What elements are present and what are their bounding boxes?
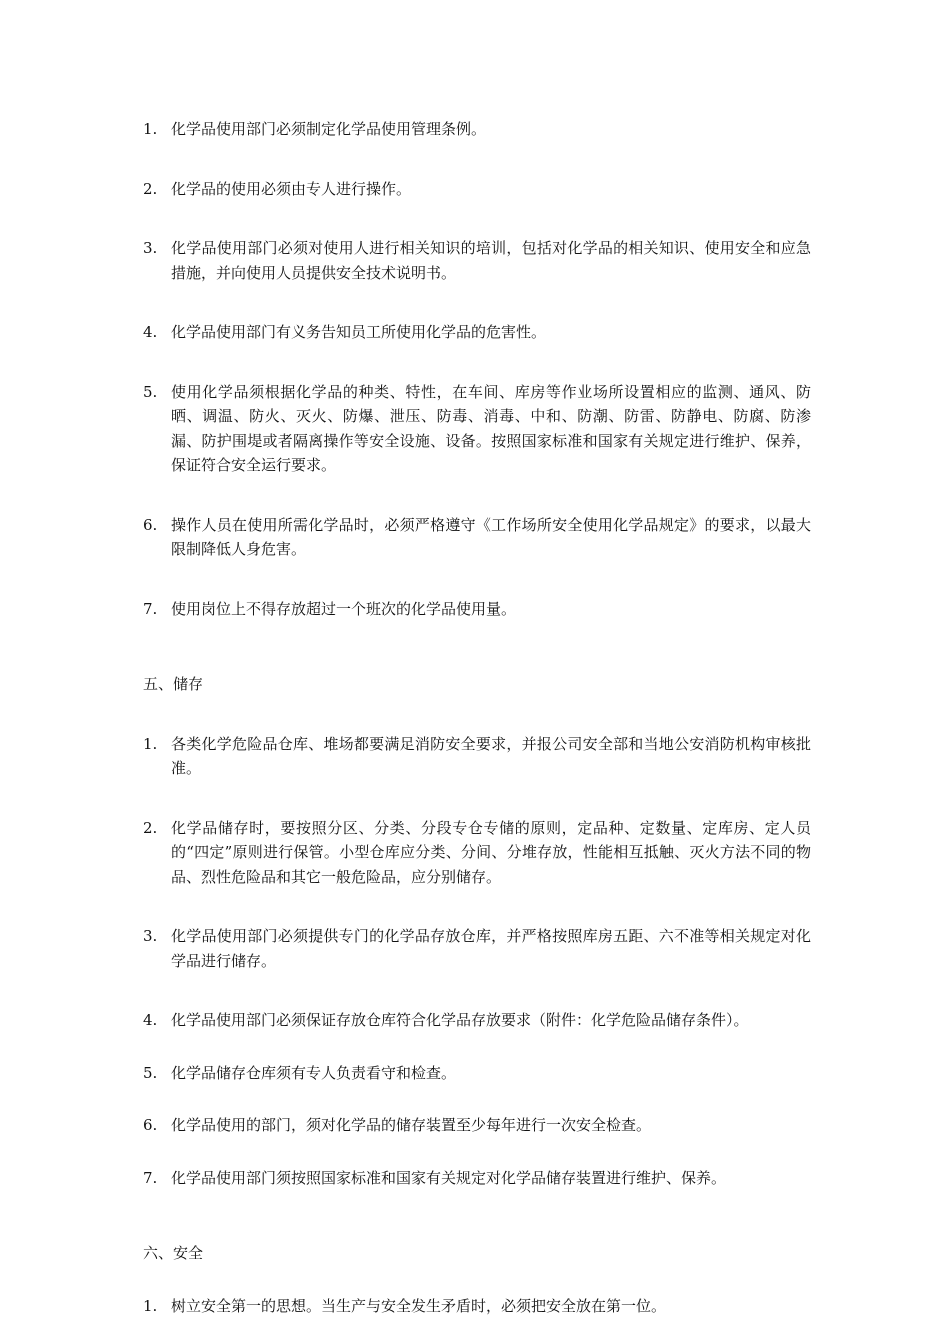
section-heading-safety: 六、安全 [143, 1244, 204, 1262]
item-number: 3. [143, 239, 158, 257]
item-text: 各类化学危险品仓库、堆场都要满足消防安全要求，并报公司安全部和当地公安消防机构审核批准。 [171, 734, 811, 777]
item-number: 4. [143, 1011, 158, 1029]
item-number: 5. [143, 382, 158, 401]
use-item-6 [143, 513, 811, 562]
use-item-2 [143, 177, 811, 202]
storage-item-6 [143, 1113, 811, 1138]
item-number: 7. [143, 1168, 158, 1187]
item-text: 化学品使用部门有义务告知员工所使用化学品的危害性。 [171, 323, 547, 341]
use-item-5 [143, 380, 811, 478]
item-number: 3. [143, 927, 158, 945]
item-number: 4. [143, 323, 158, 341]
item-text: 使用化学品须根据化学品的种类、特性，在车间、库房等作业场所设置相应的监测、通风、防晒、调温、防火、灭火、防爆、泄压、防毒、消毒、中和、防潮、防雷、防静电、防腐、防渗漏、防护围堤或者隔离操作等安全设施、设备。按照国家标准和国家有关规定进行维护、保养，保证符合安全运行要求。 [171, 382, 811, 474]
safety-item-1 [143, 1294, 811, 1319]
item-text: 化学品的使用必须由专人进行操作。 [171, 179, 412, 198]
item-text: 操作人员在使用所需化学品时，必须严格遵守《工作场所安全使用化学品规定》的要求，以最大限制降低人身危害。 [171, 515, 811, 558]
item-number: 1. [143, 120, 158, 138]
use-item-7 [143, 597, 811, 622]
item-number: 6. [143, 515, 158, 534]
item-number: 5. [143, 1063, 158, 1082]
storage-item-2 [143, 816, 811, 890]
item-text: 使用岗位上不得存放超过一个班次的化学品使用量。 [171, 599, 517, 618]
item-text: 化学品使用部门必须提供专门的化学品存放仓库，并严格按照库房五距、六不准等相关规定对化学品进行储存。 [171, 927, 811, 970]
storage-item-7 [143, 1166, 811, 1191]
item-number: 1. [143, 1296, 158, 1315]
item-text: 化学品使用的部门，须对化学品的储存装置至少每年进行一次安全检查。 [171, 1116, 652, 1134]
item-number: 2. [143, 818, 158, 837]
item-text: 化学品使用部门必须对使用人进行相关知识的培训，包括对化学品的相关知识、使用安全和应急措施，并向使用人员提供安全技术说明书。 [171, 239, 811, 282]
storage-item-4 [143, 1008, 811, 1033]
item-number: 6. [143, 1116, 158, 1134]
section-heading-storage: 五、储存 [143, 675, 204, 693]
item-number: 2. [143, 179, 158, 198]
item-text: 化学品使用部门须按照国家标准和国家有关规定对化学品储存装置进行维护、保养。 [171, 1168, 727, 1187]
document-page [143, 117, 811, 1318]
use-item-3 [143, 236, 811, 285]
item-text: 化学品储存仓库须有专人负责看守和检查。 [171, 1063, 457, 1082]
storage-item-3 [143, 924, 811, 973]
item-text: 化学品使用部门必须制定化学品使用管理条例。 [171, 120, 487, 138]
item-text: 树立安全第一的思想。当生产与安全发生矛盾时，必须把安全放在第一位。 [171, 1296, 667, 1315]
storage-item-5 [143, 1061, 811, 1086]
use-item-4 [143, 320, 811, 345]
item-number: 7. [143, 599, 158, 618]
item-number: 1. [143, 734, 158, 753]
item-text: 化学品储存时，要按照分区、分类、分段专仓专储的原则，定品种、定数量、定库房、定人员的“四定”原则进行保管。小型仓库应分类、分间、分堆存放，性能相互抵触、灭火方法不同的物品、烈性危险品和其它一般危险品，应分别储存。 [171, 818, 811, 886]
storage-item-1 [143, 732, 811, 781]
use-item-1 [143, 117, 811, 142]
item-text: 化学品使用部门必须保证存放仓库符合化学品存放要求（附件：化学危险品储存条件）。 [171, 1011, 749, 1029]
